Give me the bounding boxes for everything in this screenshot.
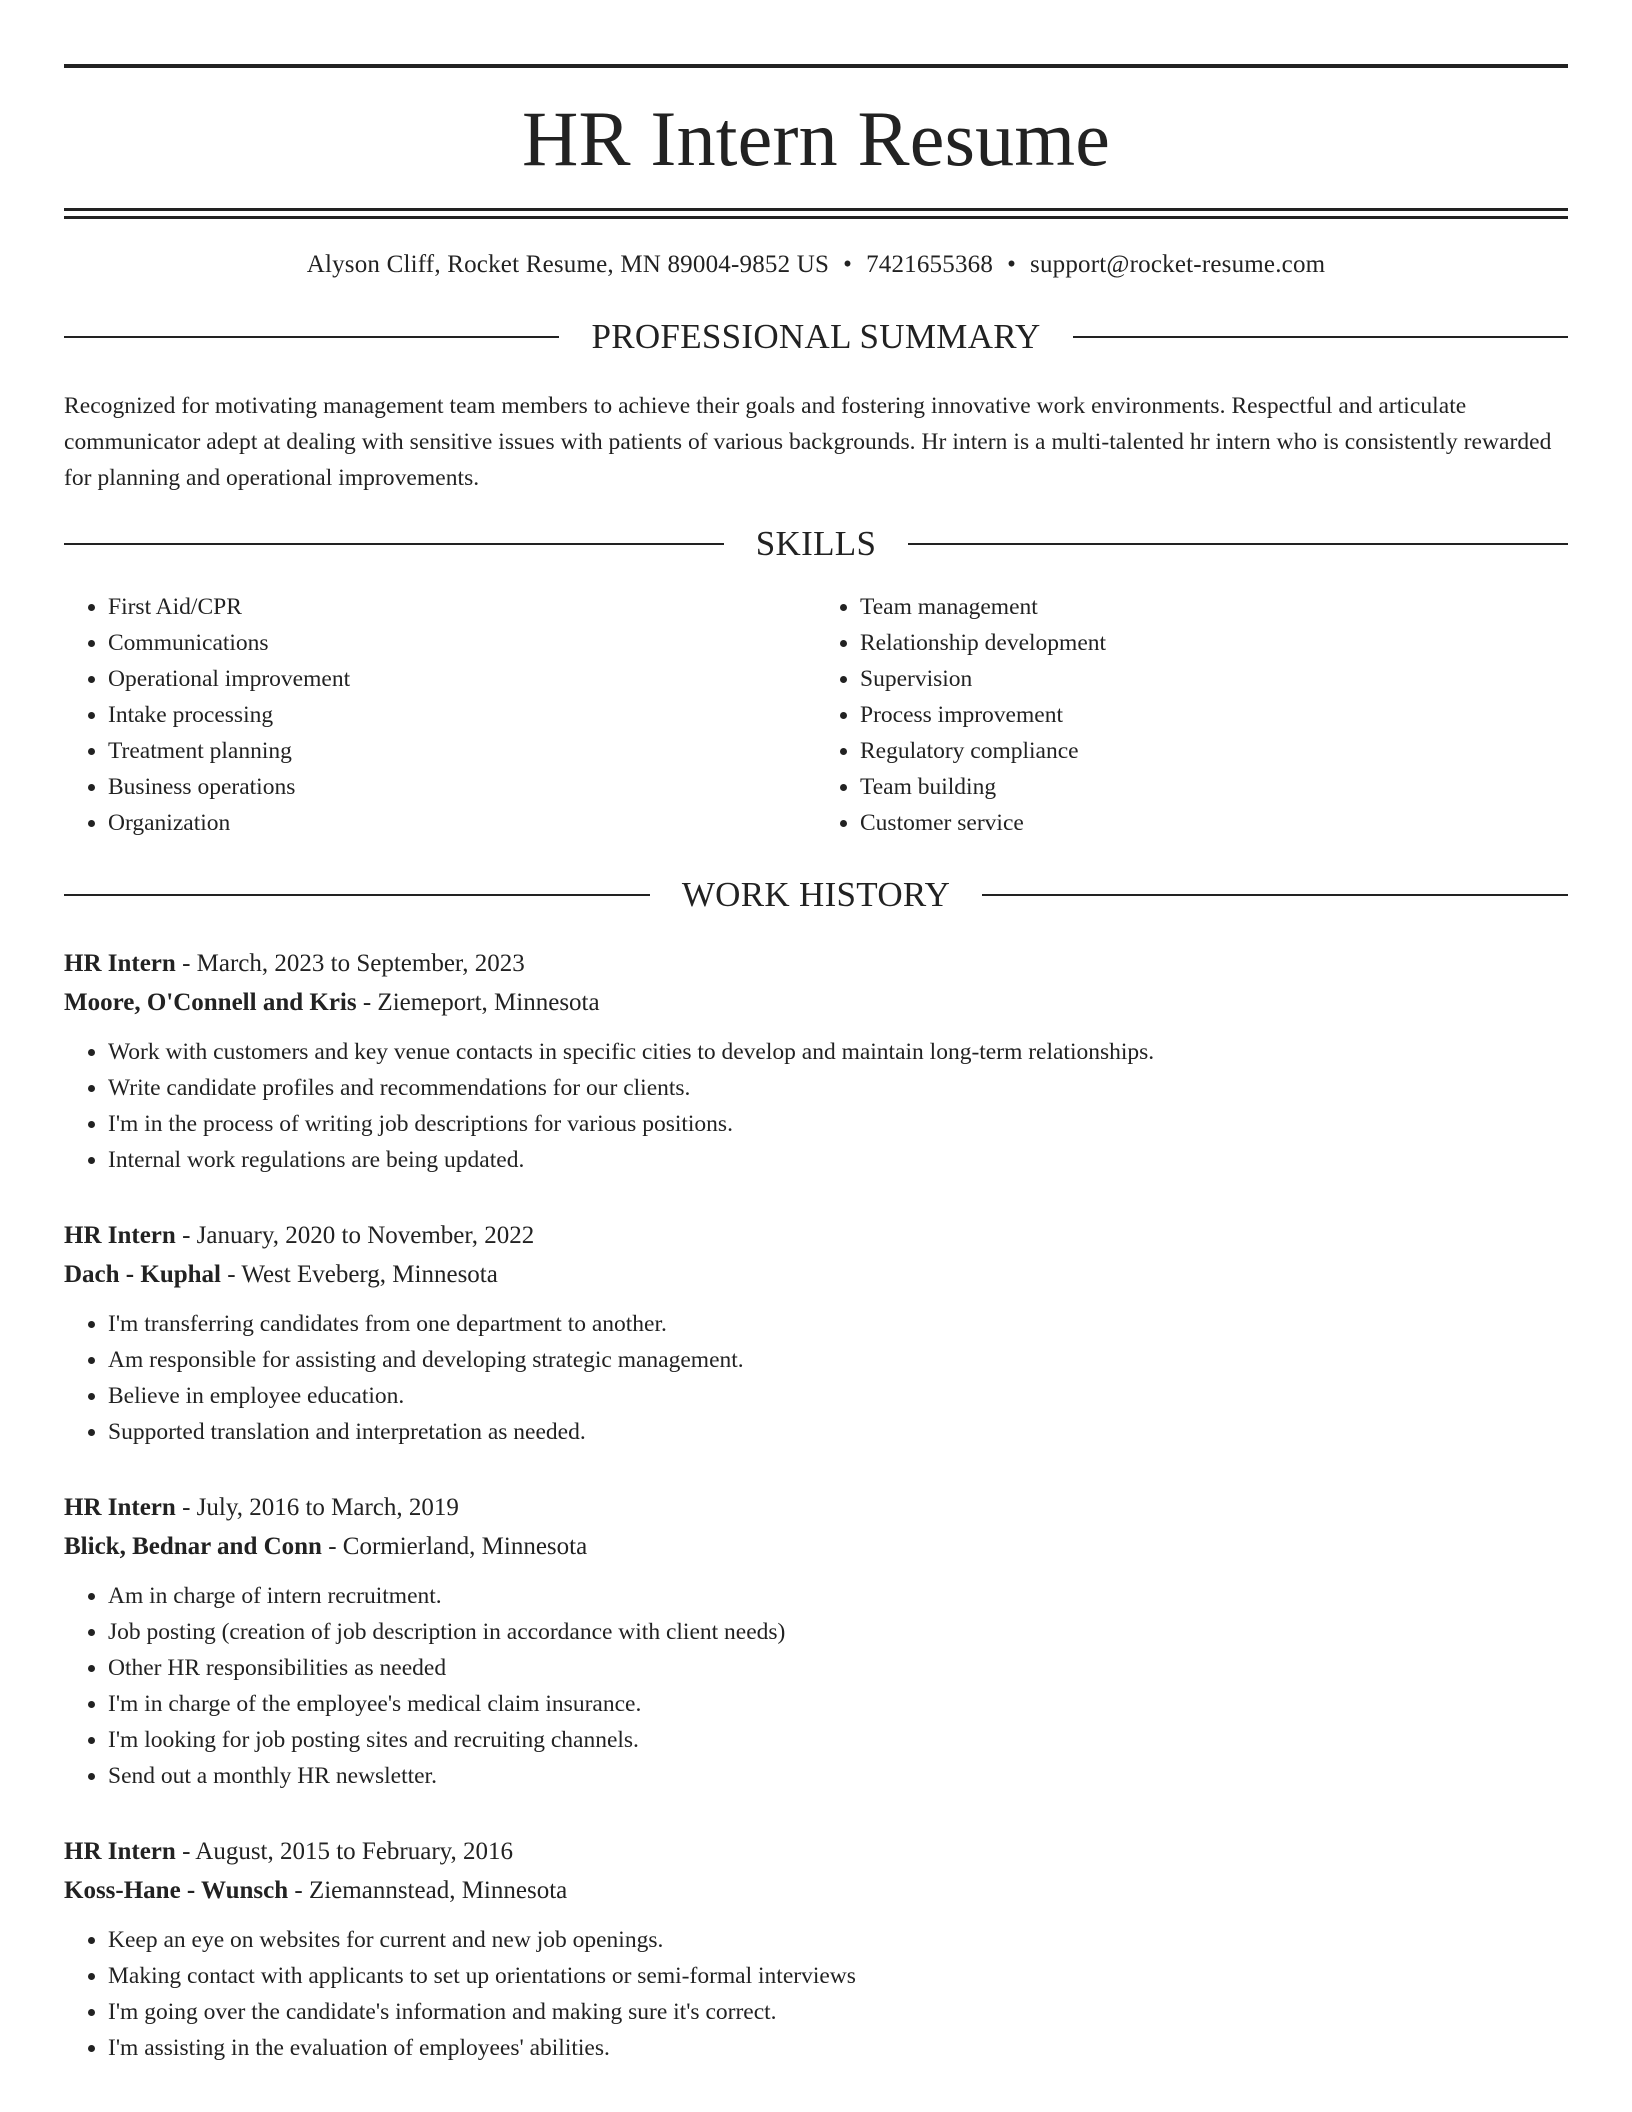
heading-rule-left (64, 894, 650, 896)
skill-item: • Operational improvement (108, 661, 816, 697)
heading-rule-right (982, 894, 1568, 896)
job-title: HR Intern (64, 950, 176, 978)
skill-item: • Treatment planning (108, 733, 816, 769)
header-double-rule (64, 208, 1568, 219)
job-entry (64, 1832, 1568, 2066)
job-title-line (64, 944, 1568, 983)
skill-item: • Intake processing (108, 697, 816, 733)
job-duty: • Work with customers and key venue contacts in specific cities to develop and maintain long-term relationships. (108, 1034, 1568, 1070)
contact-address: Alyson Cliff, Rocket Resume, MN 89004-9852 US (306, 250, 830, 278)
skill-item: • Relationship development (860, 625, 1568, 661)
job-duty: • I'm in the process of writing job descriptions for various positions. (108, 1106, 1568, 1142)
job-entry (64, 1488, 1568, 1794)
skill-item: • First Aid/CPR (108, 589, 816, 625)
job-duty: • I'm going over the candidate's information and making sure it's correct. (108, 1994, 1568, 2030)
section-title: WORK HISTORY (681, 875, 951, 915)
job-duty: • I'm transferring candidates from one department to another. (108, 1306, 1568, 1342)
job-duty: • Other HR responsibilities as needed (108, 1650, 1568, 1686)
job-duty: • Making contact with applicants to set up orientations or semi-formal interviews (108, 1958, 1568, 1994)
skill-item: • Business operations (108, 769, 816, 805)
job-location: - Ziemeport, Minnesota (356, 989, 600, 1017)
contact-phone: 7421655368 (866, 250, 994, 278)
skill-item: • Communications (108, 625, 816, 661)
job-title: HR Intern (64, 1838, 176, 1866)
job-duty: • I'm in charge of the employee's medical claim insurance. (108, 1686, 1568, 1722)
job-dates: - March, 2023 to September, 2023 (175, 950, 525, 978)
job-location: - West Eveberg, Minnesota (220, 1261, 498, 1289)
section-heading-work-history (64, 875, 1568, 915)
skill-item: • Regulatory compliance (860, 733, 1568, 769)
contact-email: support@rocket-resume.com (1030, 250, 1326, 278)
skills-column-left (64, 589, 816, 841)
job-dates: - August, 2015 to February, 2016 (175, 1838, 514, 1866)
job-duties (64, 1306, 1568, 1450)
skills-list (64, 589, 1568, 841)
section-heading-summary (64, 317, 1568, 357)
job-duty: • Send out a monthly HR newsletter. (108, 1758, 1568, 1794)
job-duty: • Am in charge of intern recruitment. (108, 1578, 1568, 1614)
section-heading-skills (64, 524, 1568, 564)
job-duty: • I'm assisting in the evaluation of employees' abilities. (108, 2030, 1568, 2066)
skill-item: • Supervision (860, 661, 1568, 697)
skill-item: • Customer service (860, 805, 1568, 841)
job-duty: • Internal work regulations are being updated. (108, 1142, 1568, 1178)
job-title-line (64, 1216, 1568, 1255)
job-company: Moore, O'Connell and Kris (64, 989, 357, 1017)
section-title: PROFESSIONAL SUMMARY (591, 317, 1041, 357)
job-duties (64, 1578, 1568, 1794)
job-location: - Cormierland, Minnesota (321, 1533, 588, 1561)
job-title: HR Intern (64, 1222, 176, 1250)
job-title: HR Intern (64, 1494, 176, 1522)
job-duty: • Am responsible for assisting and developing strategic management. (108, 1342, 1568, 1378)
job-duty: • I'm looking for job posting sites and recruiting channels. (108, 1722, 1568, 1758)
heading-rule-left (64, 543, 724, 545)
job-duty: • Supported translation and interpretation as needed. (108, 1414, 1568, 1450)
job-duty: • Keep an eye on websites for current and new job openings. (108, 1922, 1568, 1958)
job-duties (64, 1034, 1568, 1178)
job-company-line (64, 1527, 1568, 1566)
job-company: Blick, Bednar and Conn (64, 1533, 322, 1561)
job-title-line (64, 1488, 1568, 1527)
header-top-rule (64, 64, 1568, 68)
heading-rule-left (64, 336, 559, 338)
contact-separator: • (843, 250, 853, 278)
section-title: SKILLS (755, 524, 877, 564)
heading-rule-right (1073, 336, 1568, 338)
summary-text: Recognized for motivating management team members to achieve their goals and fostering innovative work environments. Respectful and articulate communicator adept at dealing with sensitive issues with patients of various backgrounds. Hr intern is a multi-talented hr intern who is consistently rewarded for planning and operational improvements. (64, 393, 1552, 492)
job-entry (64, 1216, 1568, 1450)
job-duty: • Job posting (creation of job description in accordance with client needs) (108, 1614, 1568, 1650)
job-company-line (64, 1871, 1568, 1910)
heading-rule-right (908, 543, 1568, 545)
job-duty: • Believe in employee education. (108, 1378, 1568, 1414)
skill-item: • Process improvement (860, 697, 1568, 733)
skills-column-right (816, 589, 1568, 841)
job-company-line (64, 983, 1568, 1022)
job-dates: - January, 2020 to November, 2022 (175, 1222, 535, 1250)
job-duty: • Write candidate profiles and recommendations for our clients. (108, 1070, 1568, 1106)
contact-separator: • (1007, 250, 1017, 278)
job-company: Dach - Kuphal (64, 1261, 221, 1289)
skill-item: • Organization (108, 805, 816, 841)
job-duties (64, 1922, 1568, 2066)
job-company-line (64, 1255, 1568, 1294)
job-dates: - July, 2016 to March, 2019 (175, 1494, 459, 1522)
skill-item: • Team management (860, 589, 1568, 625)
job-title-line (64, 1832, 1568, 1871)
job-location: - Ziemannstead, Minnesota (288, 1877, 568, 1905)
skill-item: • Team building (860, 769, 1568, 805)
page-title: HR Intern Resume (521, 95, 1111, 182)
job-entry (64, 944, 1568, 1178)
contact-line (64, 249, 1568, 282)
job-company: Koss-Hane - Wunsch (64, 1877, 289, 1905)
